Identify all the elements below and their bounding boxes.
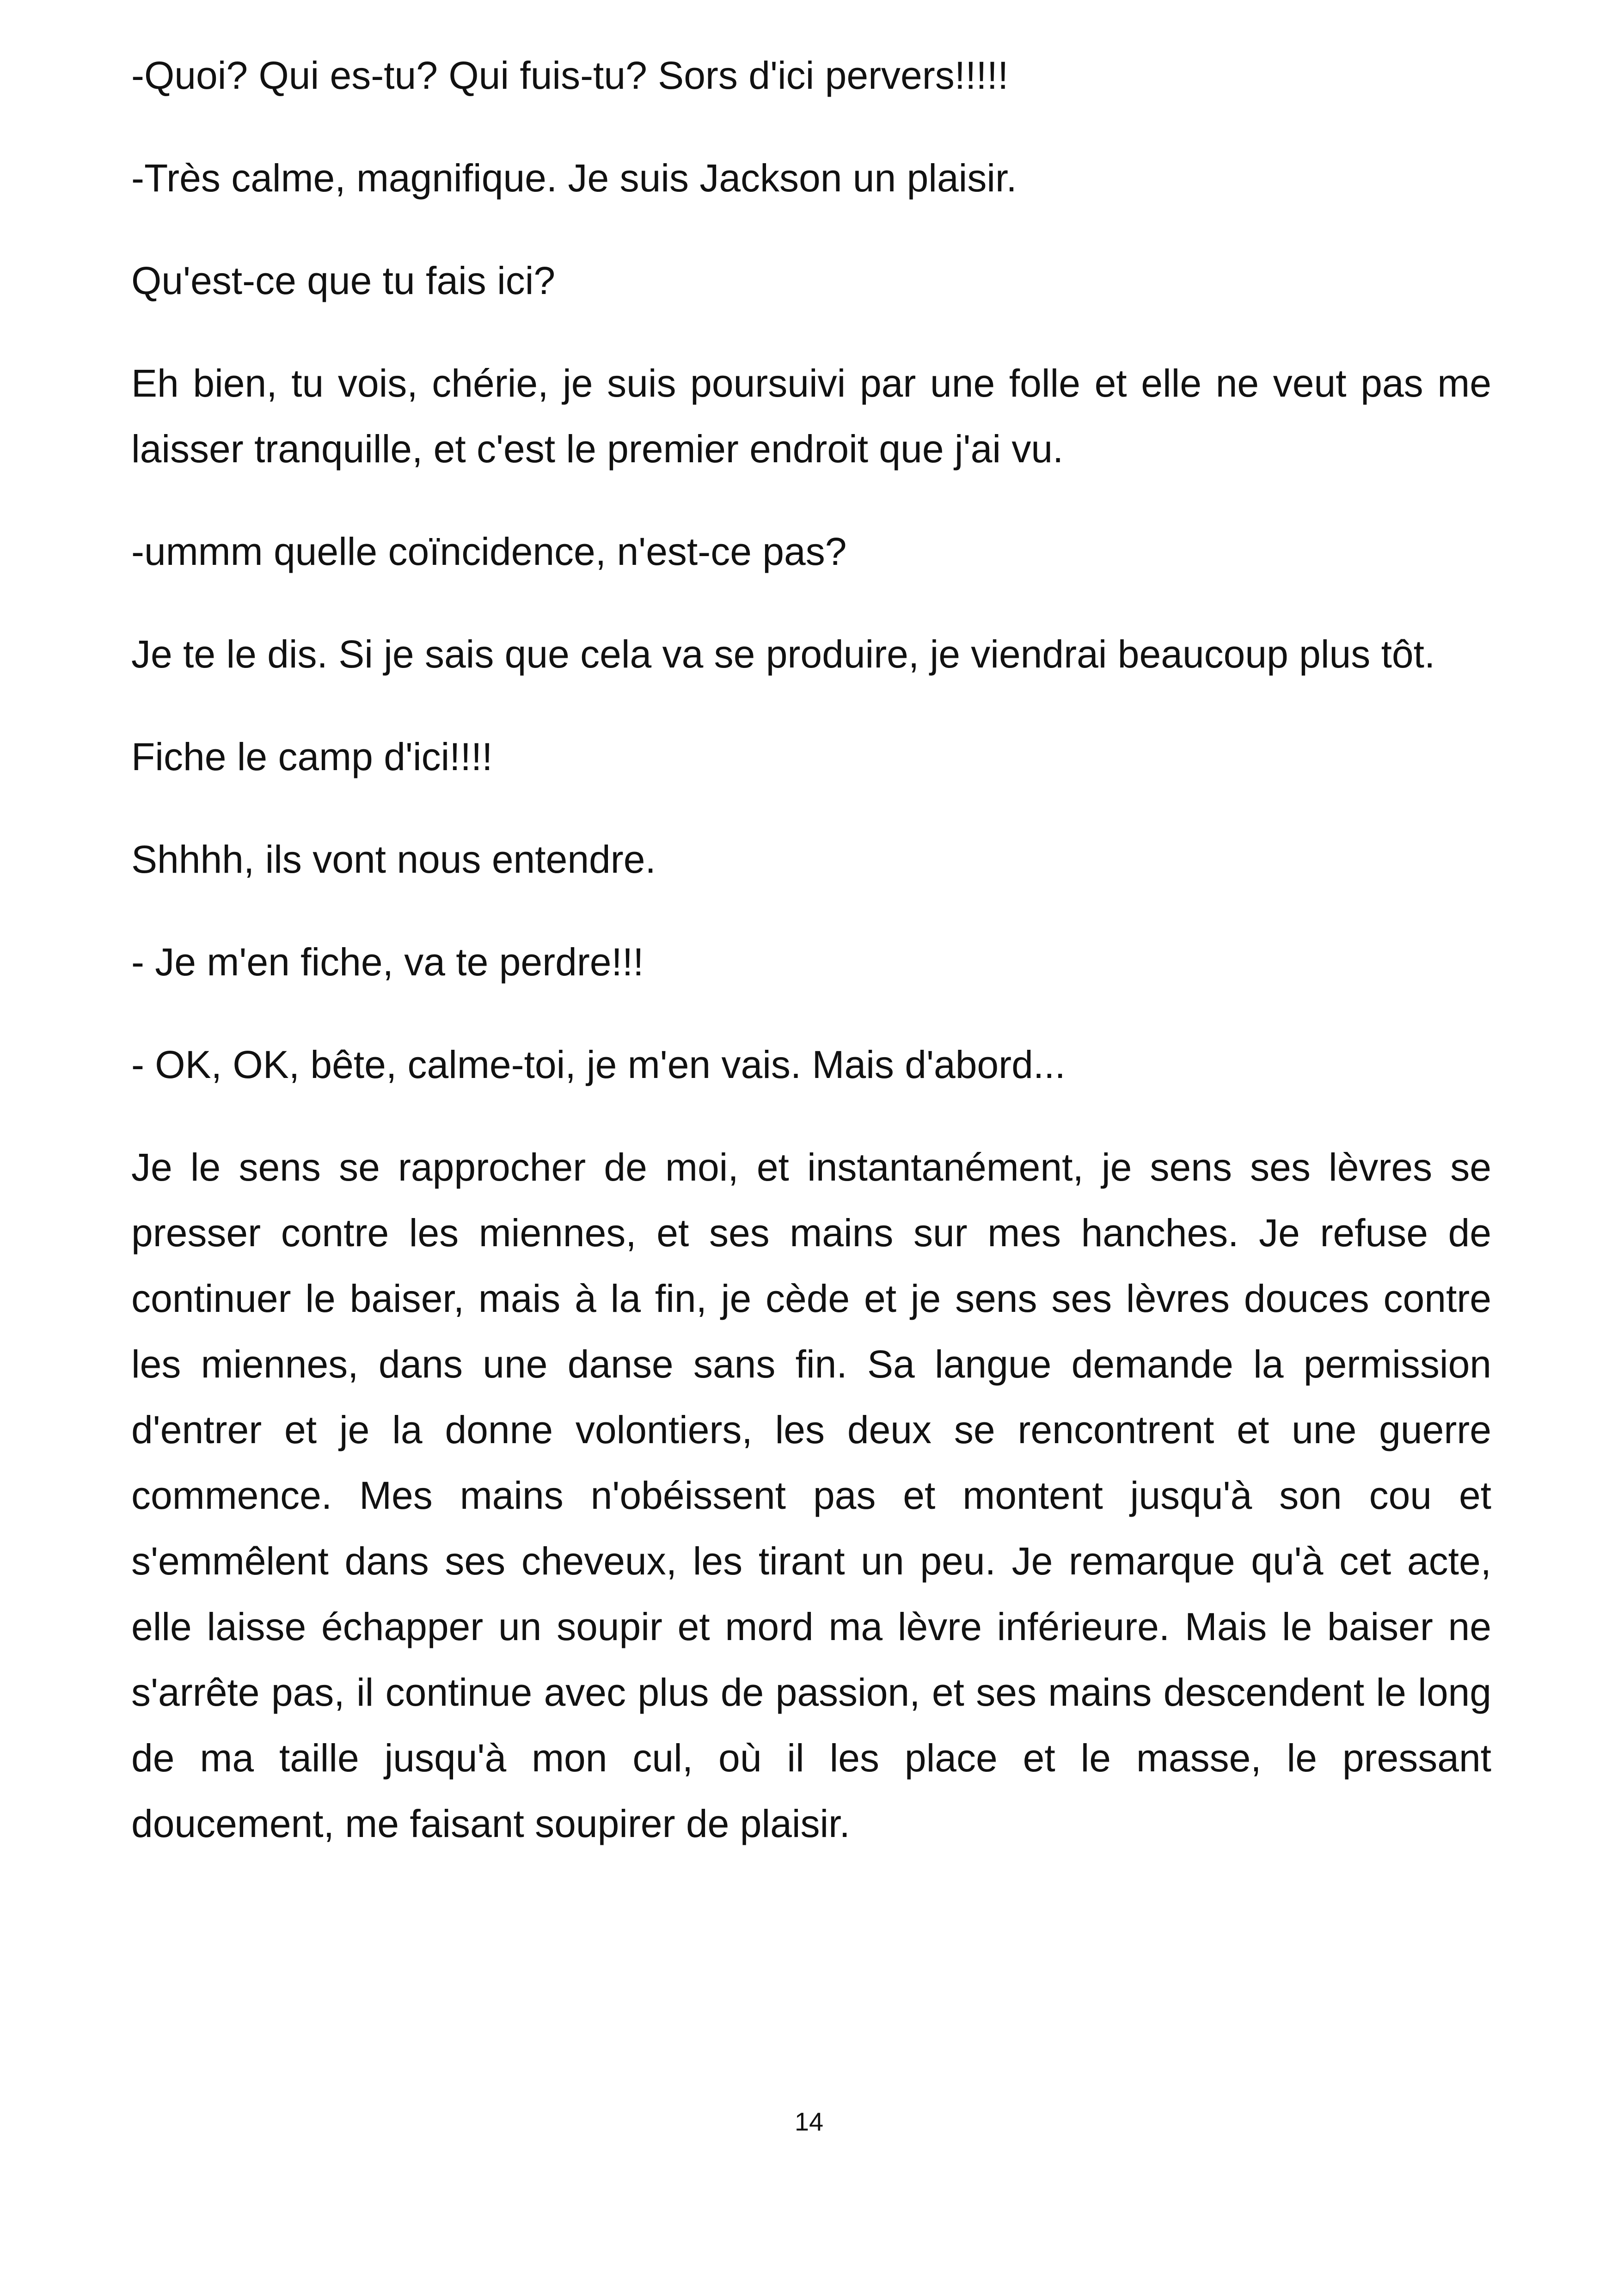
paragraph-1: -Quoi? Qui es-tu? Qui fuis-tu? Sors d'ici pervers!!!!! bbox=[131, 54, 1009, 97]
paragraph-7: Fiche le camp d'ici!!!! bbox=[131, 735, 493, 778]
paragraph-11: Je le sens se rapprocher de moi, et instantanément, je sens ses lèvres se presser contre les miennes, et ses mains sur mes hanches. Je refuse de continuer le baiser, mais à la fin, je cède et je sens ses lèvres douces contre les miennes, dans une danse sans fin. Sa langue demande la permission d'entrer et je la donne volontiers, les deux se rencontrent et une guerre commence. Mes mains n'obéissent pas et montent jusqu'à son cou et s'emmêlent dans ses cheveux, les tirant un peu. Je remarque qu'à cet acte, elle laisse échapper un soupir et mord ma lèvre inférieure. Mais le baiser ne s'arrête pas, il continue avec plus de passion, et ses mains descendent le long de ma taille jusqu'à mon cul, où il les place et le masse, le pressant doucement, me faisant soupirer de plaisir. bbox=[131, 1145, 1491, 1845]
body-text bbox=[131, 43, 1491, 1893]
paragraph-6: Je te le dis. Si je sais que cela va se produire, je viendrai beaucoup plus tôt. bbox=[131, 632, 1435, 676]
paragraph-9: - Je m'en fiche, va te perdre!!! bbox=[131, 940, 644, 984]
paragraph-8: Shhhh, ils vont nous entendre. bbox=[131, 838, 656, 881]
paragraph-10: - OK, OK, bête, calme-toi, je m'en vais. Mais d'abord... bbox=[131, 1043, 1066, 1086]
paragraph-3: Qu'est-ce que tu fais ici? bbox=[131, 259, 556, 302]
paragraph-5: -ummm quelle coïncidence, n'est-ce pas? bbox=[131, 530, 847, 573]
paragraph-4: Eh bien, tu vois, chérie, je suis poursuivi par une folle et elle ne veut pas me laisser tranquille, et c'est le premier endroit que j'ai vu. bbox=[131, 361, 1491, 471]
page-number: 14 bbox=[794, 2107, 824, 2136]
paragraph-2: -Très calme, magnifique. Je suis Jackson un plaisir. bbox=[131, 156, 1017, 200]
